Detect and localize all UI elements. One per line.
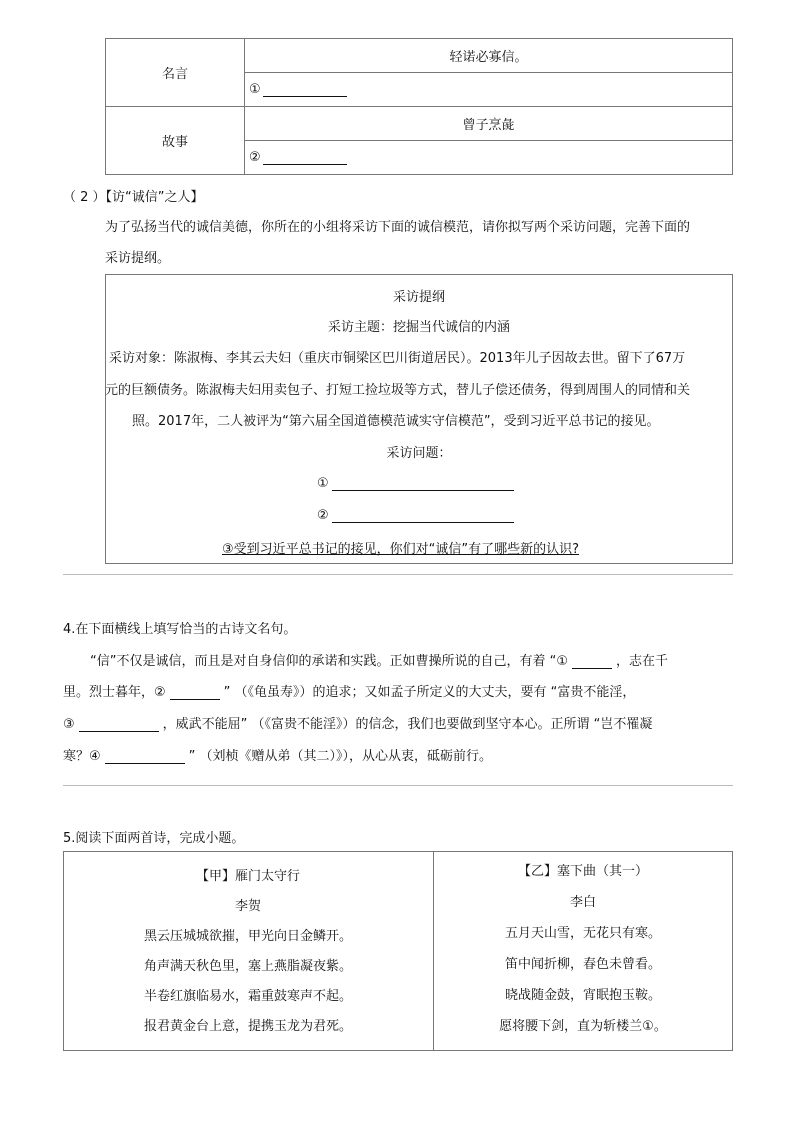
q4-line1-text-b: ，志在千 — [616, 654, 669, 669]
q4-line2 — [63, 681, 635, 700]
question-marker-1: ① — [317, 476, 329, 491]
q4-line3 — [63, 713, 652, 732]
poem-b-line: 五月天山雪，无花只有寒。 — [504, 926, 661, 941]
question-marker-2: ② — [317, 508, 329, 523]
q5-title: 5.阅读下面两首诗，完成小题。 — [63, 831, 245, 846]
question-blank-2[interactable] — [332, 508, 514, 523]
poem-a — [63, 862, 433, 1042]
question-blank-row-2 — [317, 508, 514, 523]
poem-b-line: 晓战随金鼓，宵眠抱玉鞍。 — [504, 988, 661, 1003]
row-label-story: 故事 — [106, 107, 245, 175]
poem-a-line: 报君黄金台上意，提携玉龙为君死。 — [143, 1019, 352, 1034]
q4-line1-text-a: “信”不仅是诚信，而且是对自身信仰的承诺和实践。正如曹操所说的自己，有着 “① — [90, 654, 568, 669]
story-text: 曾子烹彘 — [245, 107, 733, 141]
poem-a-line: 半卷红旗临易水，霜重鼓寒声不起。 — [143, 989, 352, 1004]
divider-2 — [63, 785, 733, 786]
row-label-saying: 名言 — [106, 39, 245, 107]
q2-instruction-line1: 为了弘扬当代的诚信美德，你所在的小组将采访下面的诚信模范，请你拟写两个采访问题，完善下面的 — [105, 220, 691, 235]
outline-topic: 采访主题：挖掘当代诚信的内涵 — [327, 320, 510, 335]
answer-blank-2[interactable] — [263, 150, 347, 165]
q4-line3-text-a: ③ — [63, 717, 75, 732]
answer-blank-1[interactable] — [263, 82, 347, 97]
poem-b-author: 李白 — [569, 895, 596, 910]
q2-heading: （ 2 ）【访“诚信”之人】 — [63, 190, 204, 205]
question-blank-row-1 — [317, 476, 514, 491]
q4-line2-text-b: ” （《龟虽寿》）的追求；又如孟子所定义的大丈夫，要有 “富贵不能淫， — [223, 685, 636, 700]
poem-b — [433, 856, 733, 1042]
poem-b-title: 【乙】塞下曲（其一） — [517, 864, 648, 879]
poem-blank-4[interactable] — [105, 749, 185, 764]
poem-a-title: 【甲】雁门太守行 — [195, 869, 300, 884]
poem-blank-1[interactable] — [572, 654, 612, 669]
outline-object-line2: 元的巨额债务。陈淑梅夫妇用卖包子、打短工捡垃圾等方式，替儿子偿还债务，得到周围人的同情和关 — [105, 383, 691, 398]
saying-answer-cell — [245, 73, 733, 107]
poem-a-line: 角声满天秋色里，塞上燕脂凝夜紫。 — [143, 959, 352, 974]
outline-object-line3: 照。2017年，二人被评为“第六届全国道德模范诚实守信模范”，受到习近平总书记的接见。 — [132, 414, 660, 429]
question-blank-1[interactable] — [332, 476, 514, 491]
outline-title: 采访提纲 — [392, 290, 445, 305]
q4-line1 — [90, 650, 668, 669]
poem-blank-3[interactable] — [79, 717, 159, 732]
poem-b-line: 笛中闻折柳，春色未曾看。 — [504, 957, 661, 972]
divider-1 — [63, 574, 733, 575]
blank-marker-2: ② — [249, 150, 261, 165]
outline-questions-label: 采访问题： — [386, 446, 452, 461]
story-answer-cell — [245, 141, 733, 175]
q4-line3-text-b: ，威武不能屈” （《富贵不能淫》）的信念，我们也要做到坚守本心。正所谓 “岂不罹凝 — [162, 717, 653, 732]
q4-line4-text-a: 寒？④ — [63, 749, 101, 764]
q4-line4-text-b: ” （刘桢《赠从弟（其二）》），从心从衷，砥砺前行。 — [188, 749, 493, 764]
outline-object-line1: 采访对象：陈淑梅、李其云夫妇（重庆市铜梁区巴川街道居民）。2013年儿子因故去世。留下了67万 — [109, 351, 686, 366]
saying-text: 轻诺必寡信。 — [245, 39, 733, 73]
q4-title: 4.在下面横线上填写恰当的古诗文名句。 — [63, 622, 297, 637]
question-3: ③受到习近平总书记的接见，你们对“诚信”有了哪些新的认识? — [222, 542, 580, 557]
poem-b-line: 愿将腰下剑，直为斩楼兰①。 — [499, 1019, 667, 1034]
famous-saying-table — [105, 38, 733, 175]
q2-instruction-line2: 采访提纲。 — [105, 251, 171, 266]
poem-a-author: 李贺 — [234, 899, 261, 914]
q4-line2-text-a: 里。烈士暮年，② — [63, 685, 166, 700]
blank-marker-1: ① — [249, 82, 261, 97]
poem-blank-2[interactable] — [170, 685, 220, 700]
q4-line4 — [63, 745, 492, 764]
poem-a-line: 黑云压城城欲摧，甲光向日金鳞开。 — [143, 929, 352, 944]
